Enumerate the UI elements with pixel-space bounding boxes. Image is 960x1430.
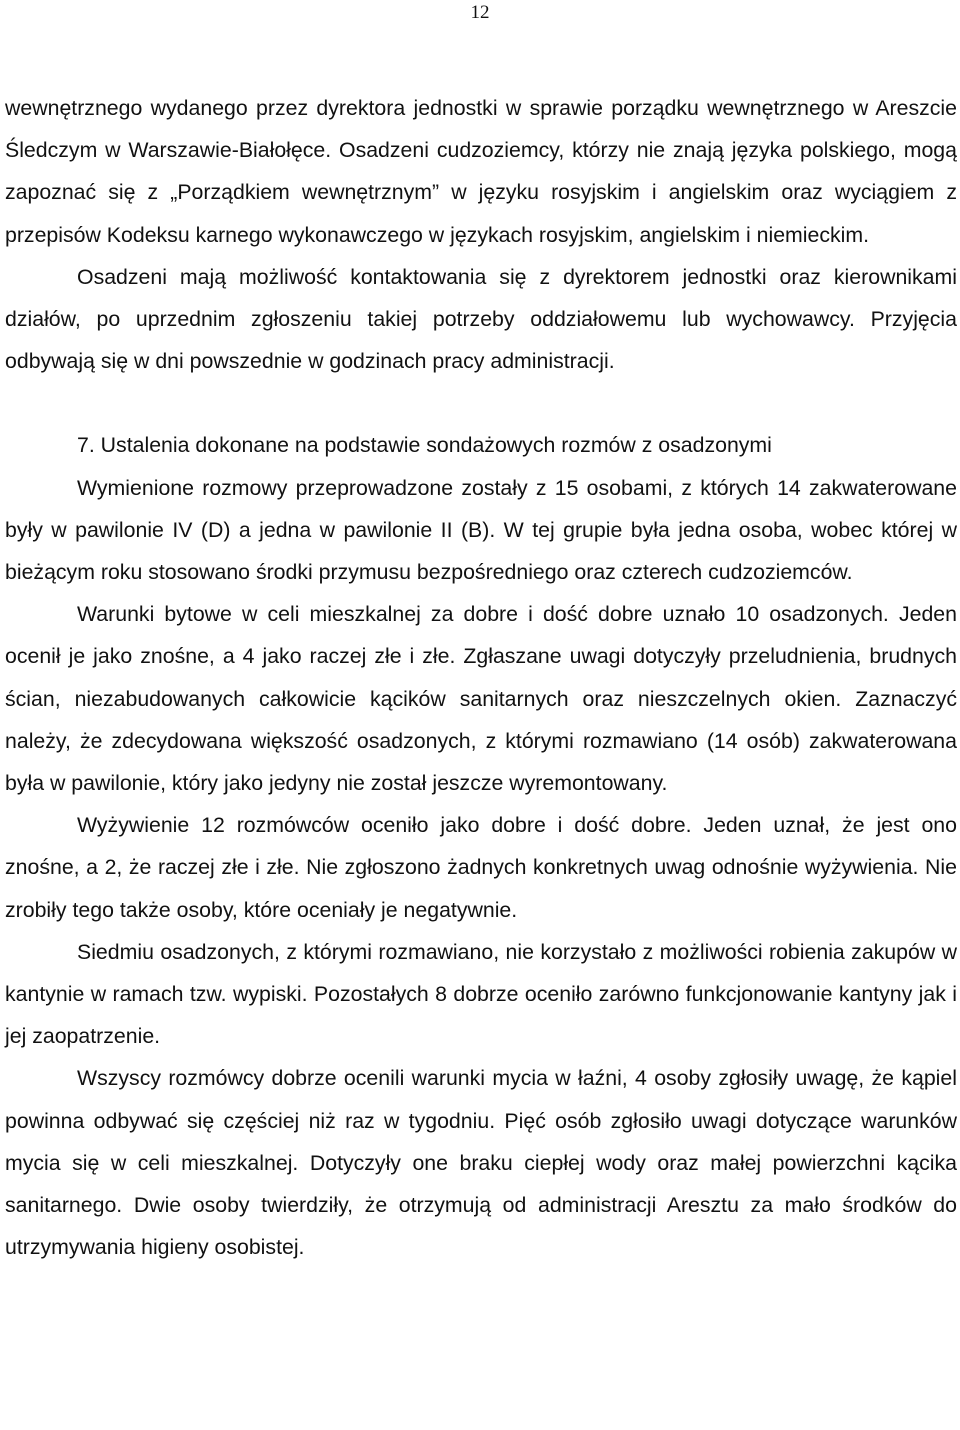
paragraph-continuation: wewnętrznego wydanego przez dyrektora jednostki w sprawie porządku wewnętrznego w Areszcie Śledczym w Warszawie-Białołęce. Osadzeni cudzoziemcy, którzy nie znają języka polskiego, mogą zapoznać się z „Porządkiem wewnętrznym” w języku rosyjskim i angielskim oraz wyciągiem z przepisów Kodeksu karnego wykonawczego w językach rosyjskim, angielskim i niemieckim. bbox=[5, 96, 957, 247]
paragraph-contact-director: Osadzeni mają możliwość kontaktowania się z dyrektorem jednostki oraz kierownikami działów, po uprzednim zgłoszeniu takiej potrzeby oddziałowemu lub wychowawcy. Przyjęcia odbywają się w dni powszednie w godzinach pracy administracji. bbox=[5, 264, 957, 374]
page-number: 12 bbox=[470, 2, 490, 23]
paragraph-gap bbox=[5, 382, 957, 424]
paragraph-food: Wyżywienie 12 rozmówców oceniło jako dobre i dość dobre. Jeden uznał, że jest ono znośne, a 2, że raczej złe i złe. Nie zgłoszono żadnych konkretnych uwag odnośnie wyżywienia. Nie zrobiły tego także osoby, które oceniały je negatywnie. bbox=[5, 813, 957, 922]
paragraph-hygiene: Wszyscy rozmówcy dobrze ocenili warunki mycia w łaźni, 4 osoby zgłosiły uwagę, że kąpiel powinna odbywać się częściej niż raz w tygodniu. Pięć osób zgłosiło uwagi dotyczące warunków mycia się w celi mieszkalnej. Dotyczyły one braku ciepłej wody oraz małej powierzchni kącika sanitarnego. Dwie osoby twierdziły, że otrzymują od administracji Aresztu za mało środków do utrzymywania higieny osobistej. bbox=[5, 1066, 957, 1260]
paragraph-living-conditions: Warunki bytowe w celi mieszkalnej za dobre i dość dobre uznało 10 osadzonych. Jeden ocenił je jako znośne, a 4 jako raczej złe i złe. Zgłaszane uwagi dotyczyły przeludnienia, brudnych ścian, niezabudowanych całkowicie kącików sanitarnych oraz nieszczelnych okien. Zaznaczyć należy, że zdecydowana większość osadzonych, z którymi rozmawiano (14 osób) zakwaterowana była w pawilonie, który jako jedyny nie został jeszcze wyremontowany. bbox=[5, 602, 957, 796]
section-heading: 7. Ustalenia dokonane na podstawie sondażowych rozmów z osadzonymi bbox=[77, 433, 772, 458]
paragraph-interviews: Wymienione rozmowy przeprowadzone zostały z 15 osobami, z których 14 zakwaterowane były w pawilonie IV (D) a jedna w pawilonie II (B). W tej grupie była jedna osoba, wobec której w bieżącym roku stosowano środki przymusu bezpośredniego oraz czterech cudzoziemców. bbox=[5, 475, 957, 585]
document-body bbox=[5, 87, 957, 1268]
paragraph-canteen: Siedmiu osadzonych, z którymi rozmawiano, nie korzystało z możliwości robienia zakupów w kantynie w ramach tzw. wypiski. Pozostałych 8 dobrze oceniło zarówno funkcjonowanie kantyny jak i jej zaopatrzenie. bbox=[5, 939, 957, 1049]
